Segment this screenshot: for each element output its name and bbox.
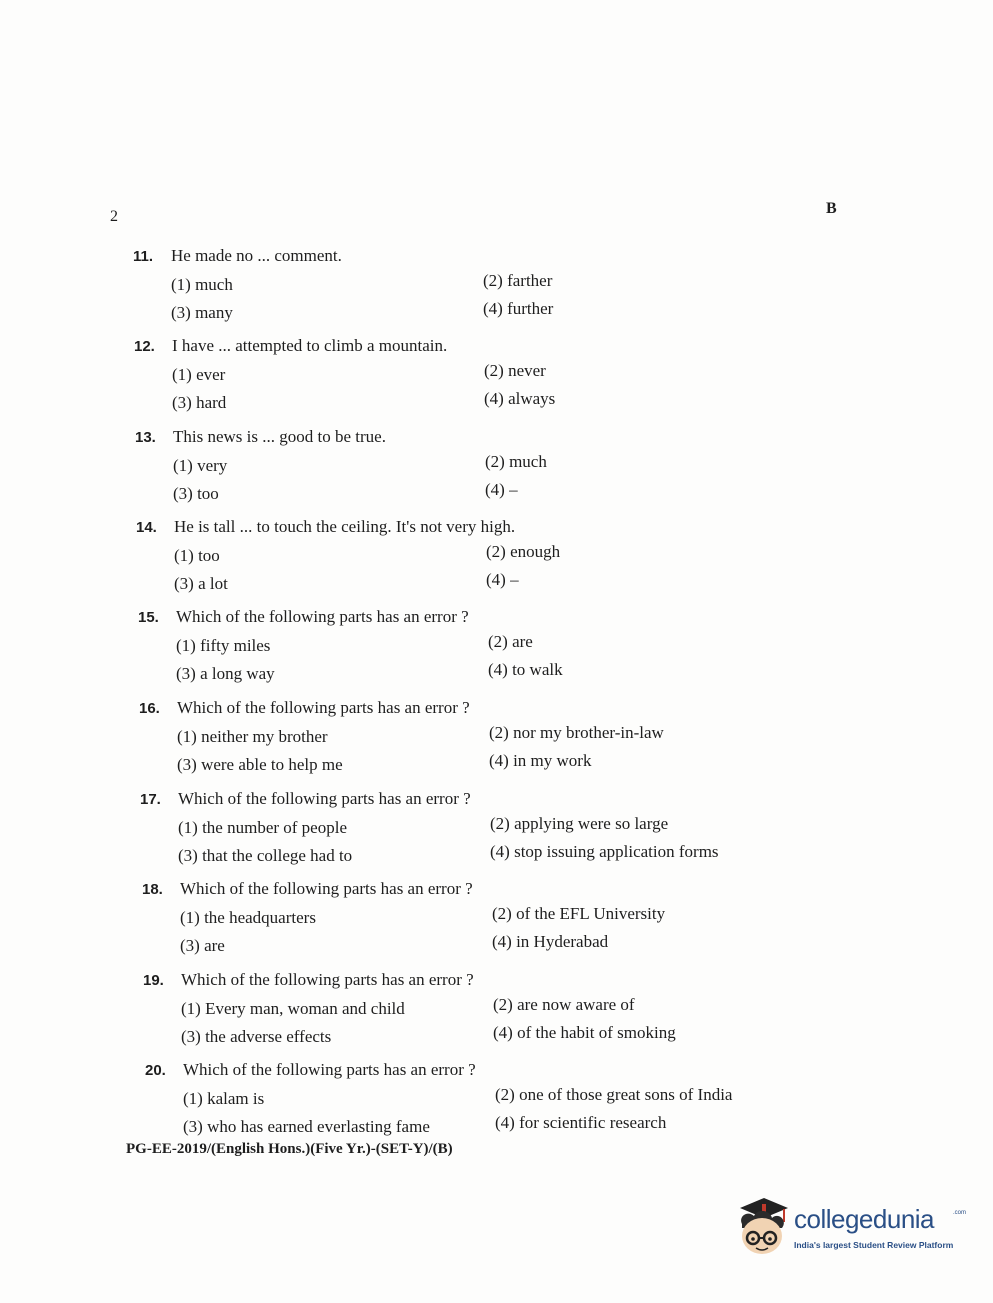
question-19 [143,968,843,1049]
option-3: (3) the adverse effects [181,1027,332,1046]
option-3: (3) many [171,303,233,322]
option-3: (3) that the college had to [178,846,353,865]
question-15 [138,605,838,686]
paper-code: PG-EE-2019/(English Hons.)(Five Yr.)-(SET-Y)/(B) [126,1141,453,1157]
option-3: (3) a long way [176,664,275,683]
option-1: (1) very [173,456,228,475]
option-2: (2) nor my brother-in-law [489,723,664,742]
option-2: (2) are [488,632,533,651]
question-text: Which of the following parts has an error ? [180,879,473,898]
option-2: (2) much [485,452,547,471]
option-2: (2) applying were so large [490,814,669,833]
option-4: (4) in Hyderabad [492,932,609,951]
question-17 [140,787,840,868]
question-number: 20. [145,1062,166,1079]
question-text: He is tall ... to touch the ceiling. It's not very high. [174,517,516,536]
question-number: 17. [140,791,161,808]
option-1: (1) ever [172,365,226,384]
page-number: 2 [110,208,118,225]
question-text: Which of the following parts has an error ? [178,789,471,808]
option-1: (1) Every man, woman and child [181,999,405,1018]
brand-domain: .com [953,1210,967,1216]
option-1: (1) kalam is [183,1089,265,1108]
brand-name: collegedunia [794,1204,935,1234]
question-text: Which of the following parts has an error ? [176,607,469,626]
option-2: (2) one of those great sons of India [495,1085,733,1104]
option-4: (4) for scientific research [495,1113,667,1132]
option-4: (4) in my work [489,751,592,770]
question-number: 18. [142,881,163,898]
option-1: (1) the number of people [178,818,347,837]
option-4: (4) of the habit of smoking [493,1023,676,1042]
question-20 [145,1058,845,1139]
option-2: (2) enough [486,542,561,561]
option-2: (2) farther [483,271,553,290]
option-3: (3) are [180,936,225,955]
option-4: (4) – [485,480,518,499]
question-13 [135,425,835,506]
collegedunia-watermark [734,1194,967,1264]
brand-tagline: India's largest Student Review Platform [794,1240,954,1250]
question-number: 12. [134,338,155,355]
question-number: 13. [135,429,156,446]
option-4: (4) to walk [488,660,563,679]
option-4: (4) – [486,570,519,589]
question-text: Which of the following parts has an error ? [177,698,470,717]
option-1: (1) fifty miles [176,636,271,655]
question-number: 19. [143,972,164,989]
option-4: (4) always [484,389,556,408]
option-1: (1) the headquarters [180,908,316,927]
option-4: (4) stop issuing application forms [490,842,719,861]
option-2: (2) never [484,361,546,380]
option-2: (2) are now aware of [493,995,635,1014]
question-text: He made no ... comment. [171,246,342,265]
question-text: Which of the following parts has an error ? [183,1060,476,1079]
question-number: 14. [136,519,157,536]
option-3: (3) who has earned everlasting fame [183,1117,430,1136]
question-18 [142,877,842,958]
option-1: (1) much [171,275,233,294]
option-3: (3) hard [172,393,227,412]
question-number: 16. [139,700,160,717]
question-12 [134,334,834,415]
question-16 [139,696,839,777]
option-3: (3) too [173,484,219,503]
question-number: 11. [133,248,154,265]
question-text: I have ... attempted to climb a mountain. [172,336,448,355]
question-text: This news is ... good to be true. [173,427,386,446]
question-text: Which of the following parts has an error ? [181,970,474,989]
option-3: (3) were able to help me [177,755,343,774]
option-1: (1) neither my brother [177,727,328,746]
question-11 [133,244,833,325]
option-4: (4) further [483,299,554,318]
mascot-icon [734,1194,792,1260]
option-1: (1) too [174,546,220,565]
set-code: B [826,200,837,217]
question-14 [136,515,836,596]
option-2: (2) of the EFL University [492,904,666,923]
option-3: (3) a lot [174,574,228,593]
question-number: 15. [138,609,159,626]
